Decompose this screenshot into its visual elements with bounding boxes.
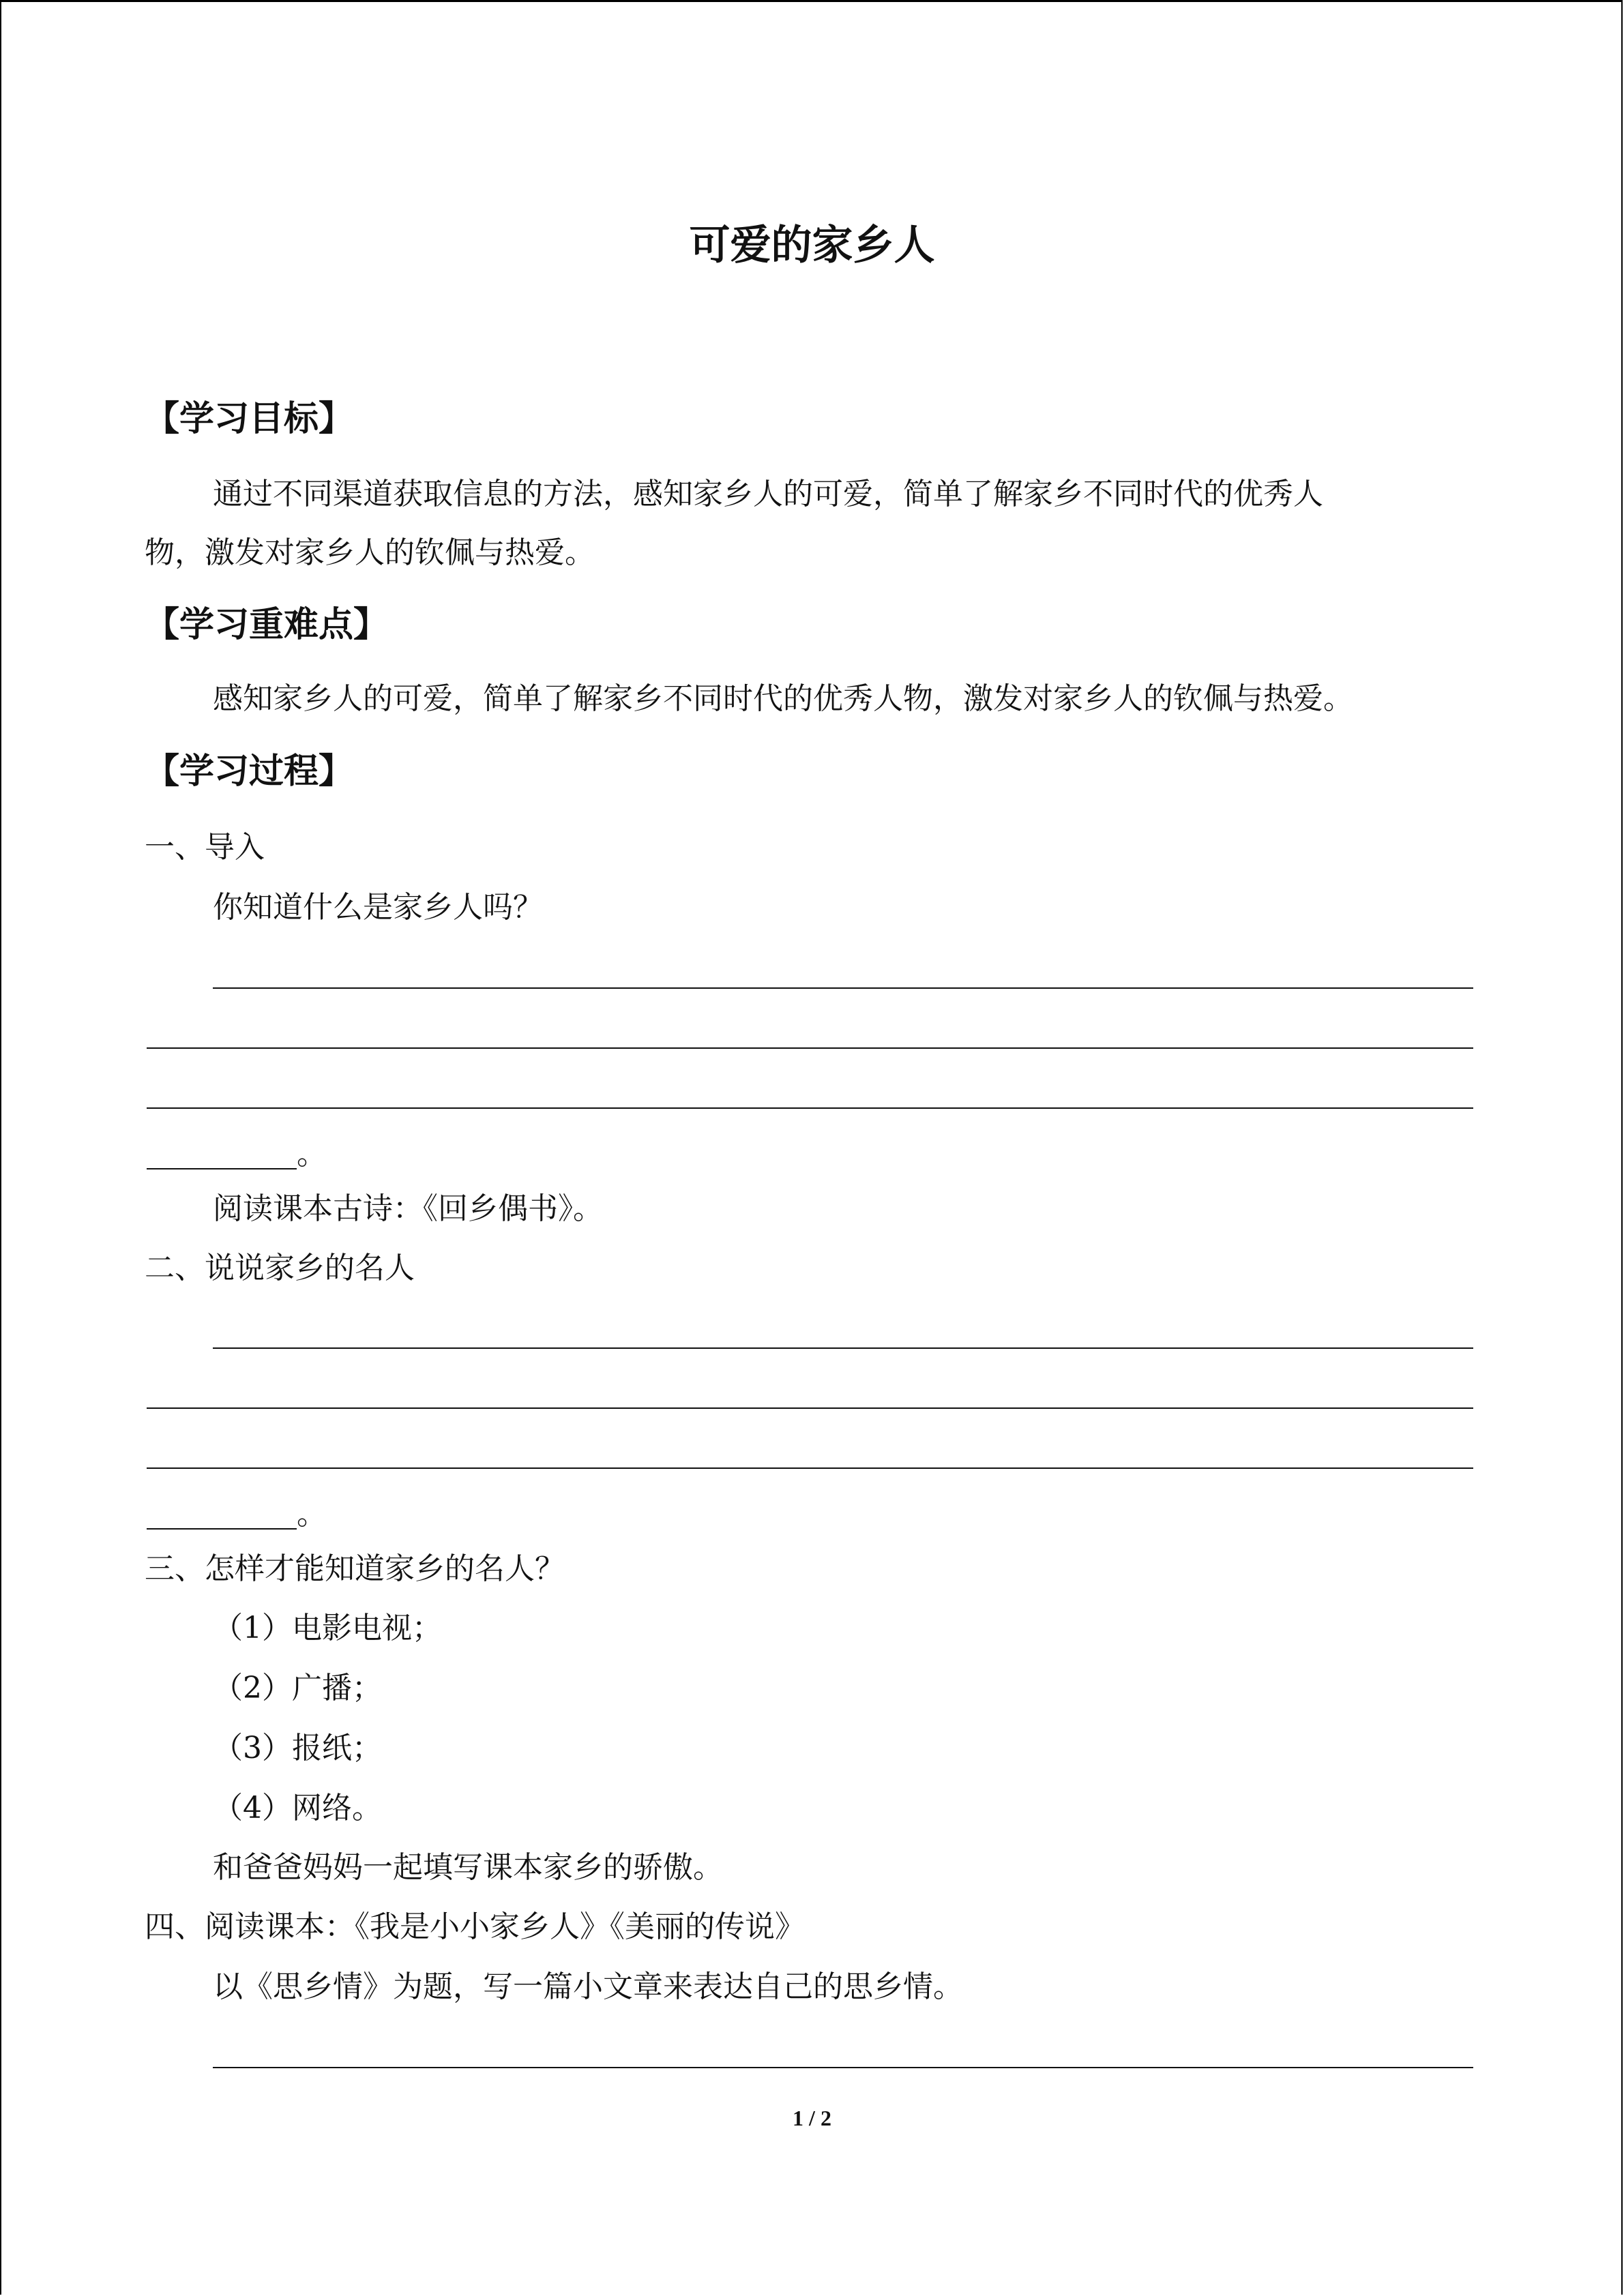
part3-item-4: （4）网络。 xyxy=(213,1791,382,1825)
answer-line[interactable] xyxy=(213,2067,1473,2068)
part1-reading: 阅读课本古诗：《回乡偶书》。 xyxy=(213,1191,603,1226)
part3-task: 和爸爸妈妈一起填写课本家乡的骄傲。 xyxy=(213,1850,723,1885)
answer-blank-row xyxy=(147,1498,327,1530)
part3-item-3: （3）报纸； xyxy=(213,1731,382,1765)
answer-line[interactable] xyxy=(213,1347,1473,1349)
heading-key-points: 【学习重难点】 xyxy=(145,604,389,645)
answer-blank[interactable] xyxy=(147,1498,297,1530)
answer-line[interactable] xyxy=(213,987,1473,989)
answer-line[interactable] xyxy=(147,1107,1473,1109)
part3-title: 三、怎样才能知道家乡的名人？ xyxy=(145,1551,565,1586)
answer-line[interactable] xyxy=(147,1047,1473,1049)
part2-title: 二、说说家乡的名人 xyxy=(145,1251,415,1285)
answer-line[interactable] xyxy=(147,1407,1473,1409)
page-title: 可爱的家乡人 xyxy=(689,222,935,269)
part3-item-2: （2）广播； xyxy=(213,1671,382,1705)
part4-title: 四、阅读课本：《我是小小家乡人》《美丽的传说》 xyxy=(145,1909,805,1944)
answer-blank-row xyxy=(147,1137,327,1172)
goals-text-line-2: 物，激发对家乡人的钦佩与热爱。 xyxy=(145,535,595,570)
heading-process: 【学习过程】 xyxy=(145,751,354,792)
goals-text-line-1: 通过不同渠道获取信息的方法，感知家乡人的可爱，简单了解家乡不同时代的优秀人 xyxy=(213,477,1323,511)
answer-blank[interactable] xyxy=(147,1138,297,1169)
part1-title: 一、导入 xyxy=(145,830,265,865)
heading-goals: 【学习目标】 xyxy=(145,398,354,439)
part3-item-1: （1）电影电视； xyxy=(213,1611,442,1645)
key-points-text: 感知家乡人的可爱，简单了解家乡不同时代的优秀人物，激发对家乡人的钦佩与热爱。 xyxy=(213,681,1353,716)
part4-task: 以《思乡情》为题，写一篇小文章来表达自己的思乡情。 xyxy=(213,1969,963,2004)
part1-question: 你知道什么是家乡人吗？ xyxy=(213,890,543,925)
page-number: 1 / 2 xyxy=(793,2106,831,2130)
end-mark: 。 xyxy=(297,1137,327,1172)
end-mark: 。 xyxy=(297,1497,327,1532)
answer-line[interactable] xyxy=(147,1467,1473,1469)
